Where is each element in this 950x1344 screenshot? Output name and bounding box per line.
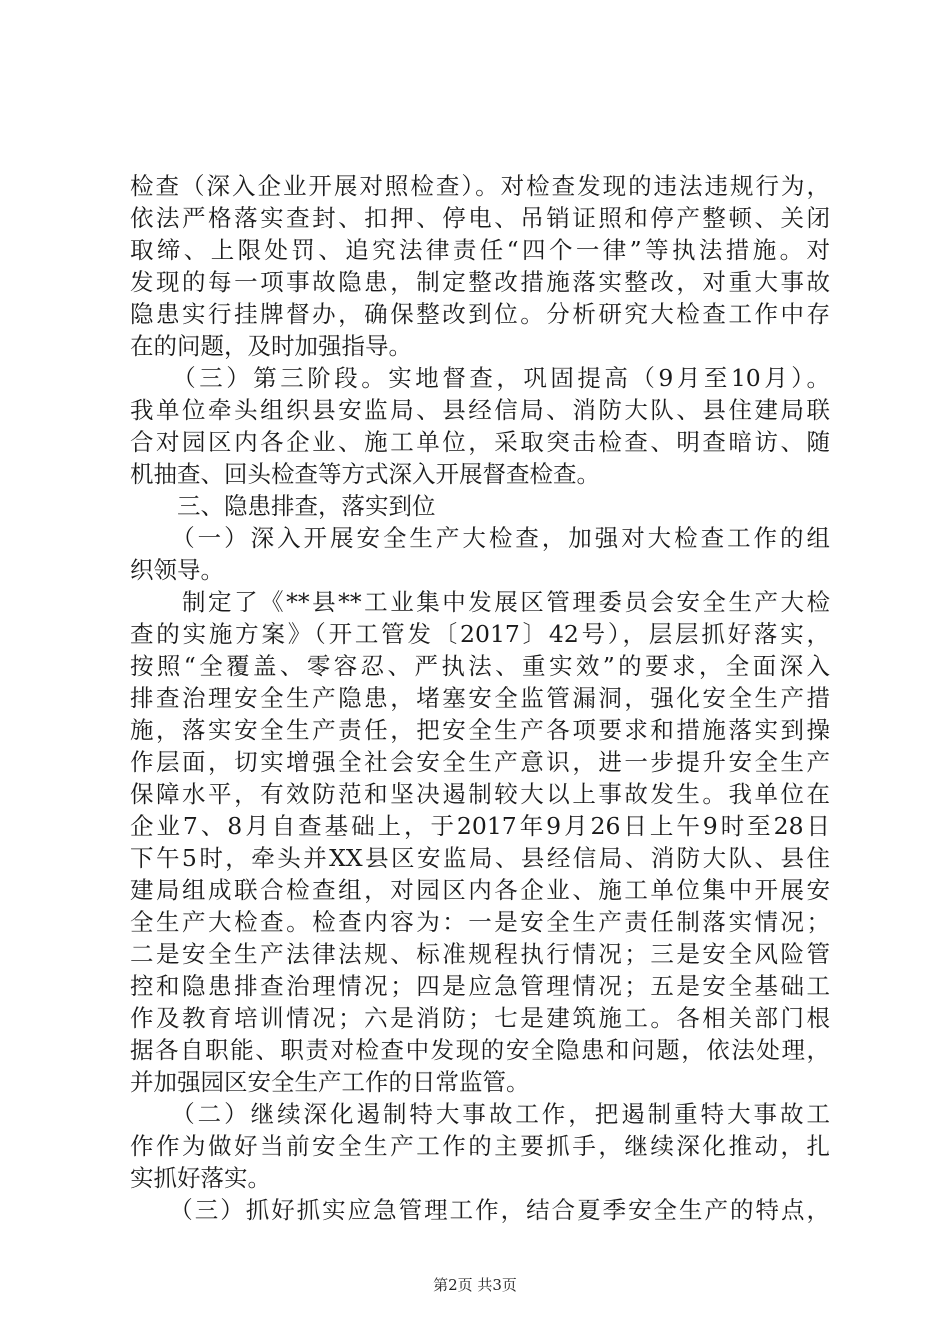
text-line: 二是安全生产法律法规、标准规程执行情况；三是安全风险管 bbox=[130, 940, 830, 968]
page-footer: 第2页 共3页 bbox=[433, 1276, 517, 1294]
text-line: 作作为做好当前安全生产工作的主要抓手，继续深化推动，扎 bbox=[130, 1132, 830, 1160]
text-line: 下午5时，牵头并XX县区安监局、县经信局、消防大队、县住 bbox=[130, 844, 830, 872]
text-line: 在的问题，及时加强指导。 bbox=[130, 332, 412, 360]
text-line: 并加强园区安全生产工作的日常监管。 bbox=[130, 1068, 530, 1096]
text-line: （一）深入开展安全生产大检查，加强对大检查工作的组 bbox=[130, 524, 830, 552]
text-line: 查的实施方案》（开工管发〔2017〕42号），层层抓好落实， bbox=[130, 620, 830, 648]
text-line: 作及教育培训情况；六是消防；七是建筑施工。各相关部门根 bbox=[130, 1004, 830, 1032]
text-line: 作层面，切实增强全社会安全生产意识，进一步提升安全生产 bbox=[130, 748, 830, 776]
text-line: 全生产大检查。检查内容为：一是安全生产责任制落实情况； bbox=[130, 908, 830, 936]
text-line: 排查治理安全生产隐患，堵塞安全监管漏洞，强化安全生产措 bbox=[130, 684, 830, 712]
text-line: （三）第三阶段。实地督查，巩固提高（9月至10月）。 bbox=[130, 364, 830, 392]
text-line: 依法严格落实查封、扣押、停电、吊销证照和停产整顿、关闭 bbox=[130, 204, 830, 232]
section-heading: 三、隐患排查，落实到位 bbox=[130, 492, 436, 520]
text-line: 隐患实行挂牌督办，确保整改到位。分析研究大检查工作中存 bbox=[130, 300, 830, 328]
text-line: 织领导。 bbox=[130, 556, 224, 584]
text-line: 检查（深入企业开展对照检查）。对检查发现的违法违规行为， bbox=[130, 172, 830, 200]
text-line: 合对园区内各企业、施工单位，采取突击检查、明查暗访、随 bbox=[130, 428, 830, 456]
text-line: 按照“全覆盖、零容忍、严执法、重实效”的要求，全面深入 bbox=[130, 652, 830, 680]
text-line: 制定了《**县**工业集中发展区管理委员会安全生产大检 bbox=[130, 588, 830, 616]
text-line: 控和隐患排查治理情况；四是应急管理情况；五是安全基础工 bbox=[130, 972, 830, 1000]
text-line: 企业7、8月自查基础上，于2017年9月26日上午9时至28日 bbox=[130, 812, 830, 840]
text-line: 我单位牵头组织县安监局、县经信局、消防大队、县住建局联 bbox=[130, 396, 830, 424]
text-line: 建局组成联合检查组，对园区内各企业、施工单位集中开展安 bbox=[130, 876, 830, 904]
text-line: 保障水平，有效防范和坚决遏制较大以上事故发生。我单位在 bbox=[130, 780, 830, 808]
text-line: 发现的每一项事故隐患，制定整改措施落实整改，对重大事故 bbox=[130, 268, 830, 296]
text-line: （三）抓好抓实应急管理工作，结合夏季安全生产的特点， bbox=[130, 1196, 830, 1224]
text-line: 取缔、上限处罚、追究法律责任“四个一律”等执法措施。对 bbox=[130, 236, 830, 264]
text-line: （二）继续深化遏制特大事故工作，把遏制重特大事故工 bbox=[130, 1100, 830, 1128]
text-line: 实抓好落实。 bbox=[130, 1164, 271, 1192]
document-body bbox=[130, 170, 830, 1226]
text-line: 施，落实安全生产责任，把安全生产各项要求和措施落实到操 bbox=[130, 716, 830, 744]
text-line: 机抽查、回头检查等方式深入开展督查检查。 bbox=[130, 460, 600, 488]
text-line: 据各自职能、职责对检查中发现的安全隐患和问题，依法处理， bbox=[130, 1036, 830, 1064]
